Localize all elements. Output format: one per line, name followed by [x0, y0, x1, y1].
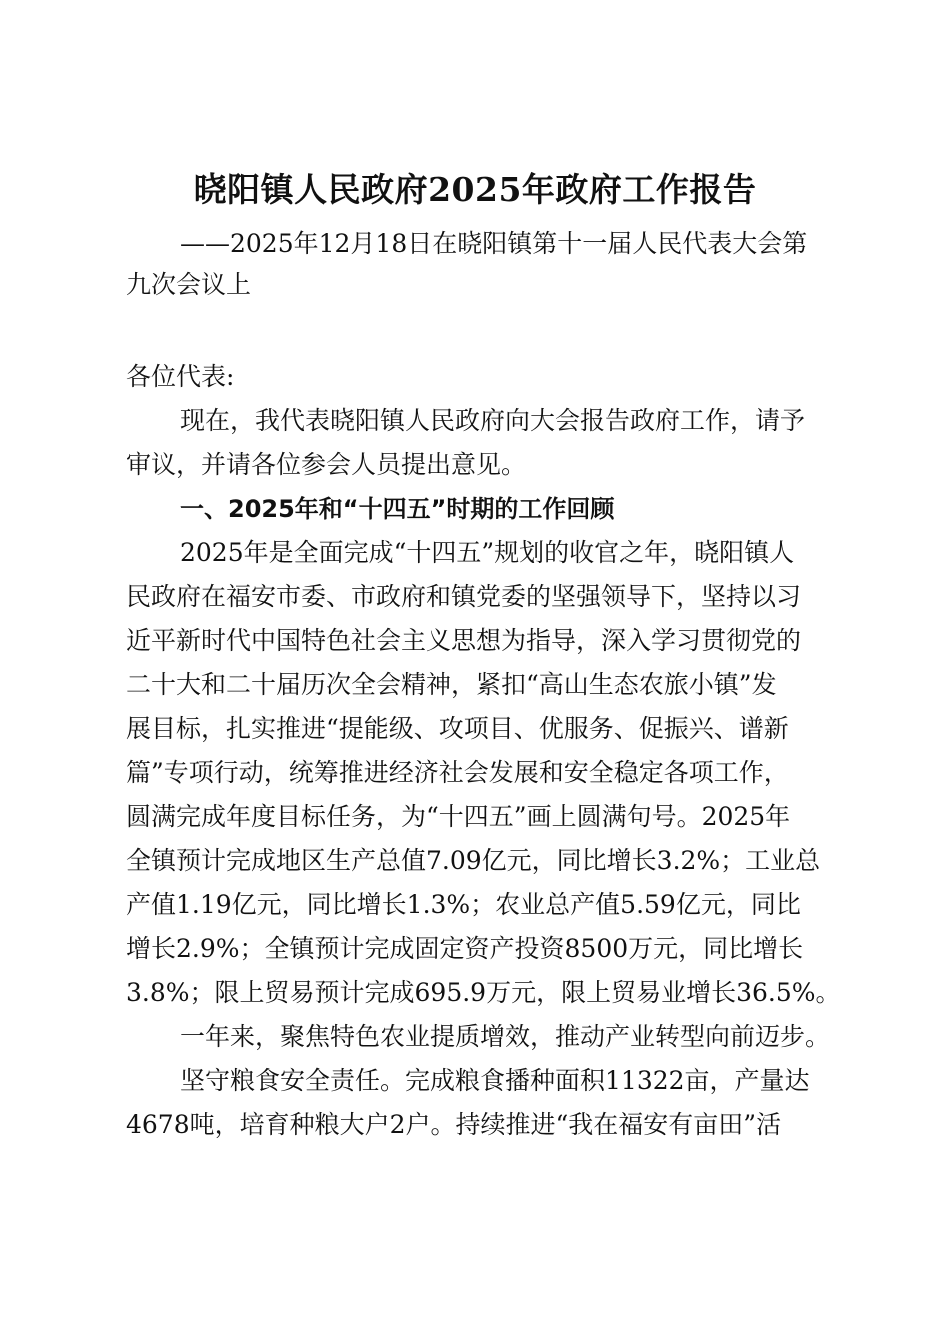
subtitle-line-1: ——2025年12月18日在晓阳镇第十一届人民代表大会第: [180, 229, 808, 258]
paragraph-line: 二十大和二十届历次全会精神，紧扣“高山生态农旅小镇”发: [126, 670, 777, 699]
subtitle-line-2: 九次会议上: [126, 270, 252, 299]
intro-line-2: 审议，并请各位参会人员提出意见。: [126, 450, 527, 479]
paragraph-line: 民政府在福安市委、市政府和镇党委的坚强领导下，坚持以习: [126, 582, 802, 611]
salutation: 各位代表:: [126, 362, 235, 391]
paragraph-line: 3.8%；限上贸易预计完成695.9万元，限上贸易业增长36.5%。: [126, 978, 841, 1007]
document-title: 晓阳镇人民政府2025年政府工作报告: [193, 170, 757, 209]
paragraph-line: 产值1.19亿元，同比增长1.3%；农业总产值5.59亿元，同比: [126, 890, 801, 919]
paragraph-line: 篇”专项行动，统筹推进经济社会发展和安全稳定各项工作，: [126, 758, 789, 787]
paragraph-line: 4678吨，培育种粮大户2户。持续推进“我在福安有亩田”活: [126, 1110, 782, 1139]
paragraph-line: 增长2.9%；全镇预计完成固定资产投资8500万元，同比增长: [126, 934, 804, 963]
paragraph-line: 2025年是全面完成“十四五”规划的收官之年，晓阳镇人: [180, 538, 795, 567]
paragraph-line: 近平新时代中国特色社会主义思想为指导，深入学习贯彻党的: [126, 626, 802, 655]
paragraph-line: 展目标，扎实推进“提能级、攻项目、优服务、促振兴、谱新: [126, 714, 789, 743]
paragraph-line: 全镇预计完成地区生产总值7.09亿元，同比增长3.2%；工业总: [126, 846, 821, 875]
paragraph-line: 坚守粮食安全责任。完成粮食播种面积11322亩，产量达: [180, 1066, 810, 1095]
paragraph-line: 圆满完成年度目标任务，为“十四五”画上圆满句号。2025年: [126, 802, 791, 831]
paragraph-line: 一年来，聚焦特色农业提质增效，推动产业转型向前迈步。: [180, 1022, 831, 1051]
section-heading: 一、2025年和“十四五”时期的工作回顾: [180, 495, 615, 523]
intro-line-1: 现在，我代表晓阳镇人民政府向大会报告政府工作，请予: [180, 406, 806, 435]
